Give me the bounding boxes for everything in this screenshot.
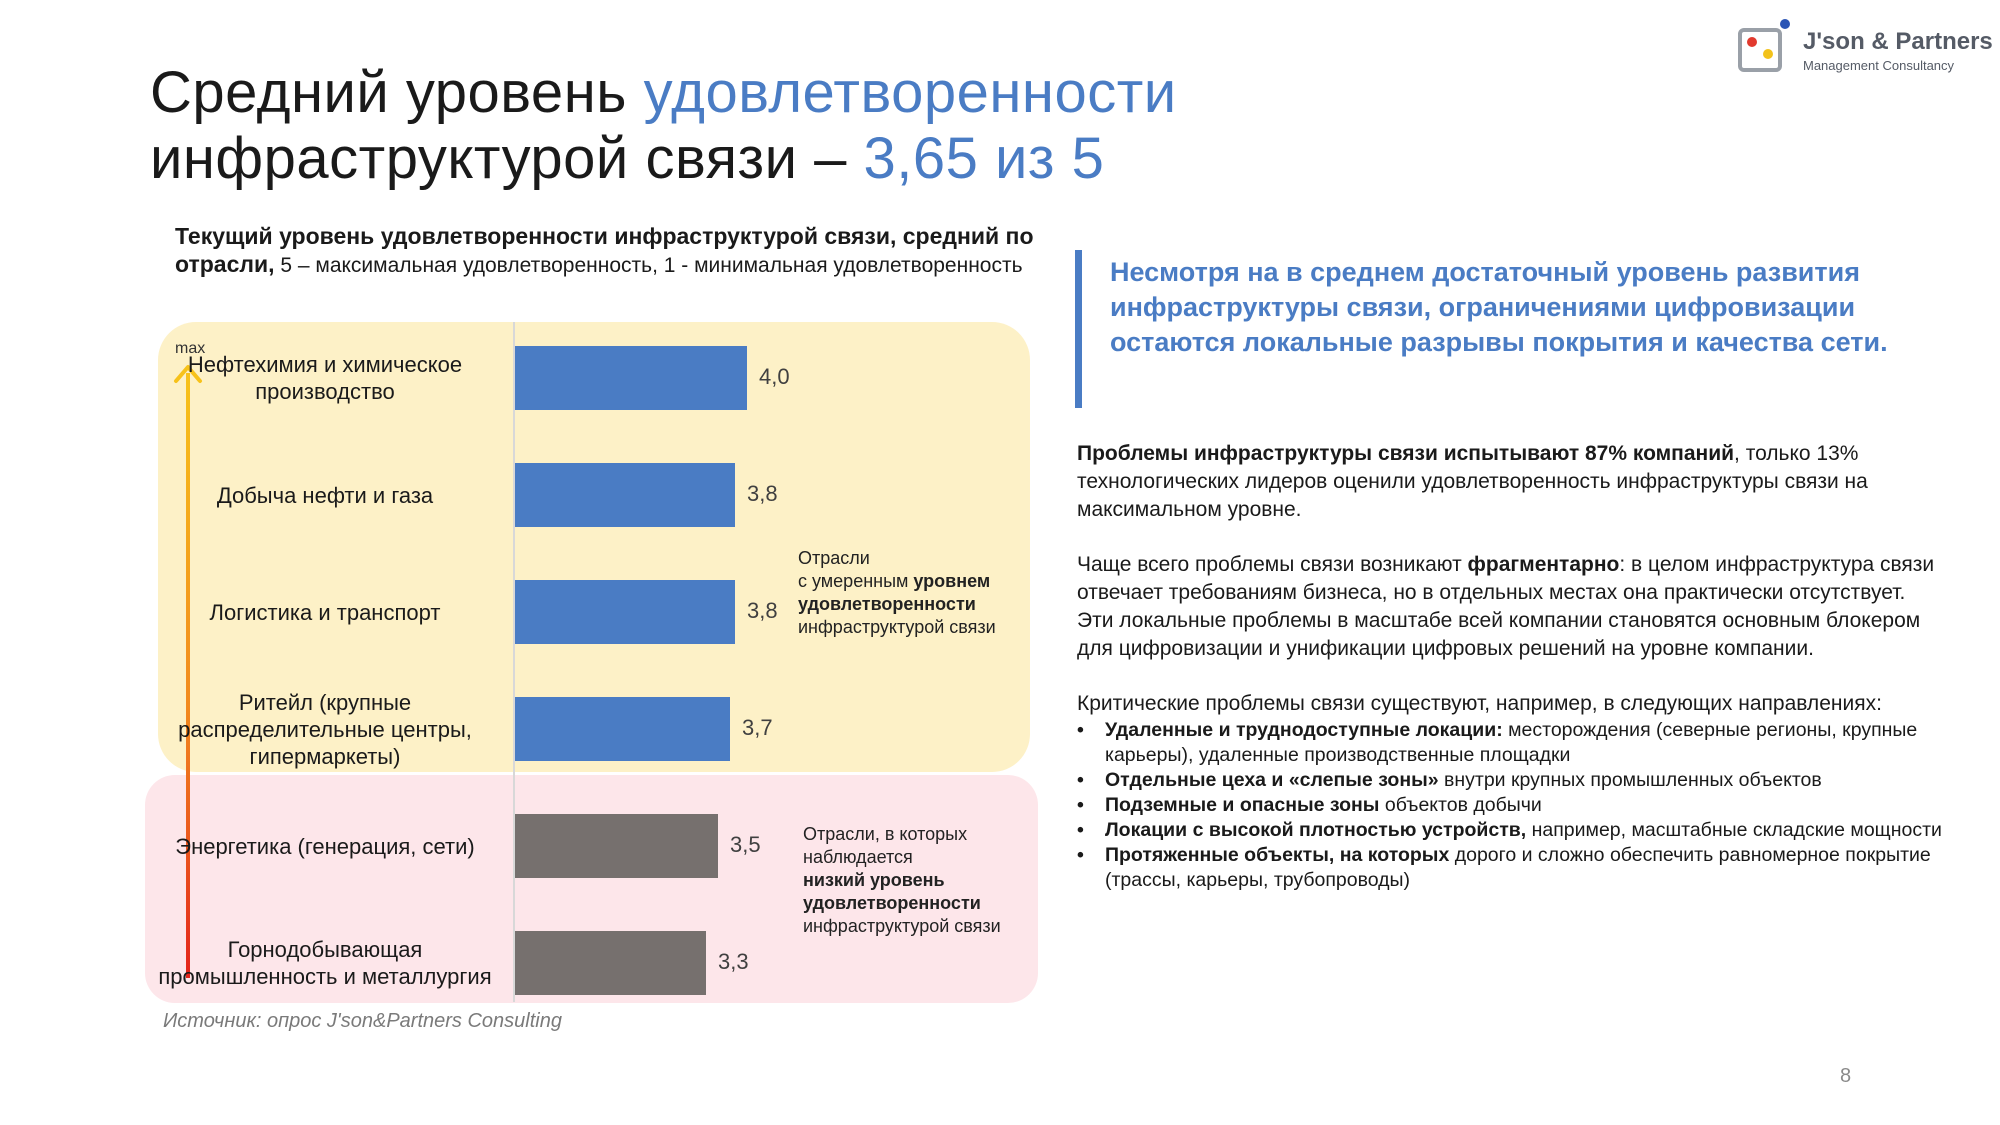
list-item — [1105, 818, 1947, 843]
body-text — [1077, 440, 1947, 893]
list-item — [1105, 768, 1947, 793]
list-item-rest: внутри крупных промышленных объектов — [1438, 769, 1822, 791]
bar-value-label: 4,0 — [759, 364, 790, 389]
bar — [515, 463, 735, 527]
list-item-rest: например, масштабные складские мощности — [1526, 819, 1942, 841]
page-number: 8 — [1840, 1065, 1852, 1087]
title-part2: инфраструктурой связи – — [150, 126, 864, 191]
low-zone-bold: низкий уровень удовлетворенности — [803, 870, 981, 913]
page-title — [150, 60, 1177, 192]
list-item-bold: Подземные и опасные зоны — [1105, 794, 1380, 816]
list-item-rest: месторождения (северные регионы, крупные карьеры), удаленные производственные площадки — [1105, 719, 1918, 766]
moderate-zone-line2: с умеренным — [798, 571, 914, 591]
category-label: Энергетика (генерация, сети) — [175, 833, 475, 859]
list-item-bold: Удаленные и труднодоступные локации: — [1105, 719, 1503, 741]
bar — [515, 931, 706, 995]
quote-accent-bar — [1075, 250, 1082, 408]
logo-name: J'son & Partners — [1803, 28, 1993, 55]
list-item — [1105, 718, 1947, 768]
chart-heading — [175, 222, 1045, 280]
moderate-zone-rest: инфраструктурой связи — [798, 617, 996, 637]
problem-list — [1077, 718, 1947, 893]
category-label: Добыча нефти и газа — [216, 482, 434, 508]
category-label: Ритейл (крупные распределительные центры, гипермаркеты) — [178, 689, 472, 769]
chart-heading-normal: 5 – максимальная удовлетворенность, 1 - минимальная удовлетворенность — [274, 254, 1023, 277]
moderate-zone-bold: уровнем удовлетворенности — [798, 571, 991, 614]
bar — [515, 580, 735, 644]
title-part1: Средний уровень — [150, 60, 644, 125]
list-item — [1105, 843, 1947, 893]
chart-axis-line — [513, 322, 515, 1002]
list-item-bold: Отдельные цеха и «слепые зоны» — [1105, 769, 1439, 791]
category-label: Горнодобывающая промышленность и металлургия — [158, 937, 492, 989]
satisfaction-arrow-icon — [168, 345, 208, 980]
low-zone-note — [803, 823, 1043, 938]
source-note: Источник: опрос J'son&Partners Consulting — [163, 1010, 562, 1032]
body-paragraph-1 — [1077, 440, 1947, 524]
body-paragraph-2 — [1077, 551, 1947, 663]
bar-value-label: 3,8 — [747, 598, 778, 623]
low-zone-rest: инфраструктурой связи — [803, 916, 1001, 936]
bar-value-label: 3,8 — [747, 481, 778, 506]
list-item-rest: объектов добычи — [1379, 794, 1542, 816]
title-part1-highlight: удовлетворенности — [643, 60, 1177, 125]
low-zone-line1: Отрасли, в которых наблюдается — [803, 824, 968, 867]
body-p2-bold: фрагментарно — [1467, 553, 1620, 576]
category-label: Логистика и транспорт — [209, 599, 441, 625]
list-item-bold: Протяженные объекты, на которых — [1105, 844, 1450, 866]
list-item — [1105, 793, 1947, 818]
bar — [515, 346, 747, 410]
company-logo — [1735, 16, 1993, 76]
title-part2-highlight: 3,65 из 5 — [863, 126, 1105, 191]
body-paragraph-3: Критические проблемы связи существуют, например, в следующих направлениях: — [1077, 692, 1882, 715]
body-p1-bold: Проблемы инфраструктуры связи испытывают 87% компаний — [1077, 442, 1735, 465]
moderate-zone-note — [798, 547, 1038, 639]
logo-tagline: Management Consultancy — [1803, 58, 1955, 73]
axis-max-label: max — [175, 340, 206, 357]
bar — [515, 814, 718, 878]
bar — [515, 697, 730, 761]
body-p1-rest: , только 13% технологических лидеров оценили удовлетворенность инфраструктуры связи на максимальном уровне. — [1077, 442, 1868, 521]
bar-value-label: 3,3 — [718, 949, 749, 974]
category-label: Нефтехимия и химическое производство — [187, 352, 463, 404]
body-p2-start: Чаще всего проблемы связи возникают — [1077, 553, 1468, 576]
key-insight-quote: Несмотря на в среднем достаточный уровень развития инфраструктуры связи, ограничениями цифровизации остаются локальные разрывы покрытия и качества сети. — [1110, 257, 1888, 357]
list-item-rest: дорого и сложно обеспечить равномерное покрытие (трассы, карьеры, трубопроводы) — [1105, 844, 1931, 891]
bar-value-label: 3,5 — [730, 832, 761, 857]
chart-heading-bold: Текущий уровень удовлетворенности инфраструктурой связи, средний по отрасли, — [175, 223, 1034, 277]
moderate-zone-line1: Отрасли — [798, 548, 870, 568]
list-item-bold: Локации с высокой плотностью устройств, — [1105, 819, 1527, 841]
body-p2-rest: : в целом инфраструктура связи отвечает требованиям бизнеса, но в отдельных местах она практически отсутствует. Эти локальные проблемы в масштабе всей компании становятся основным блокером для цифровизации и унификации цифровых решений на уровне компании. — [1077, 553, 1935, 660]
logo-mark-icon — [1735, 16, 1797, 76]
bar-value-label: 3,7 — [742, 715, 773, 740]
